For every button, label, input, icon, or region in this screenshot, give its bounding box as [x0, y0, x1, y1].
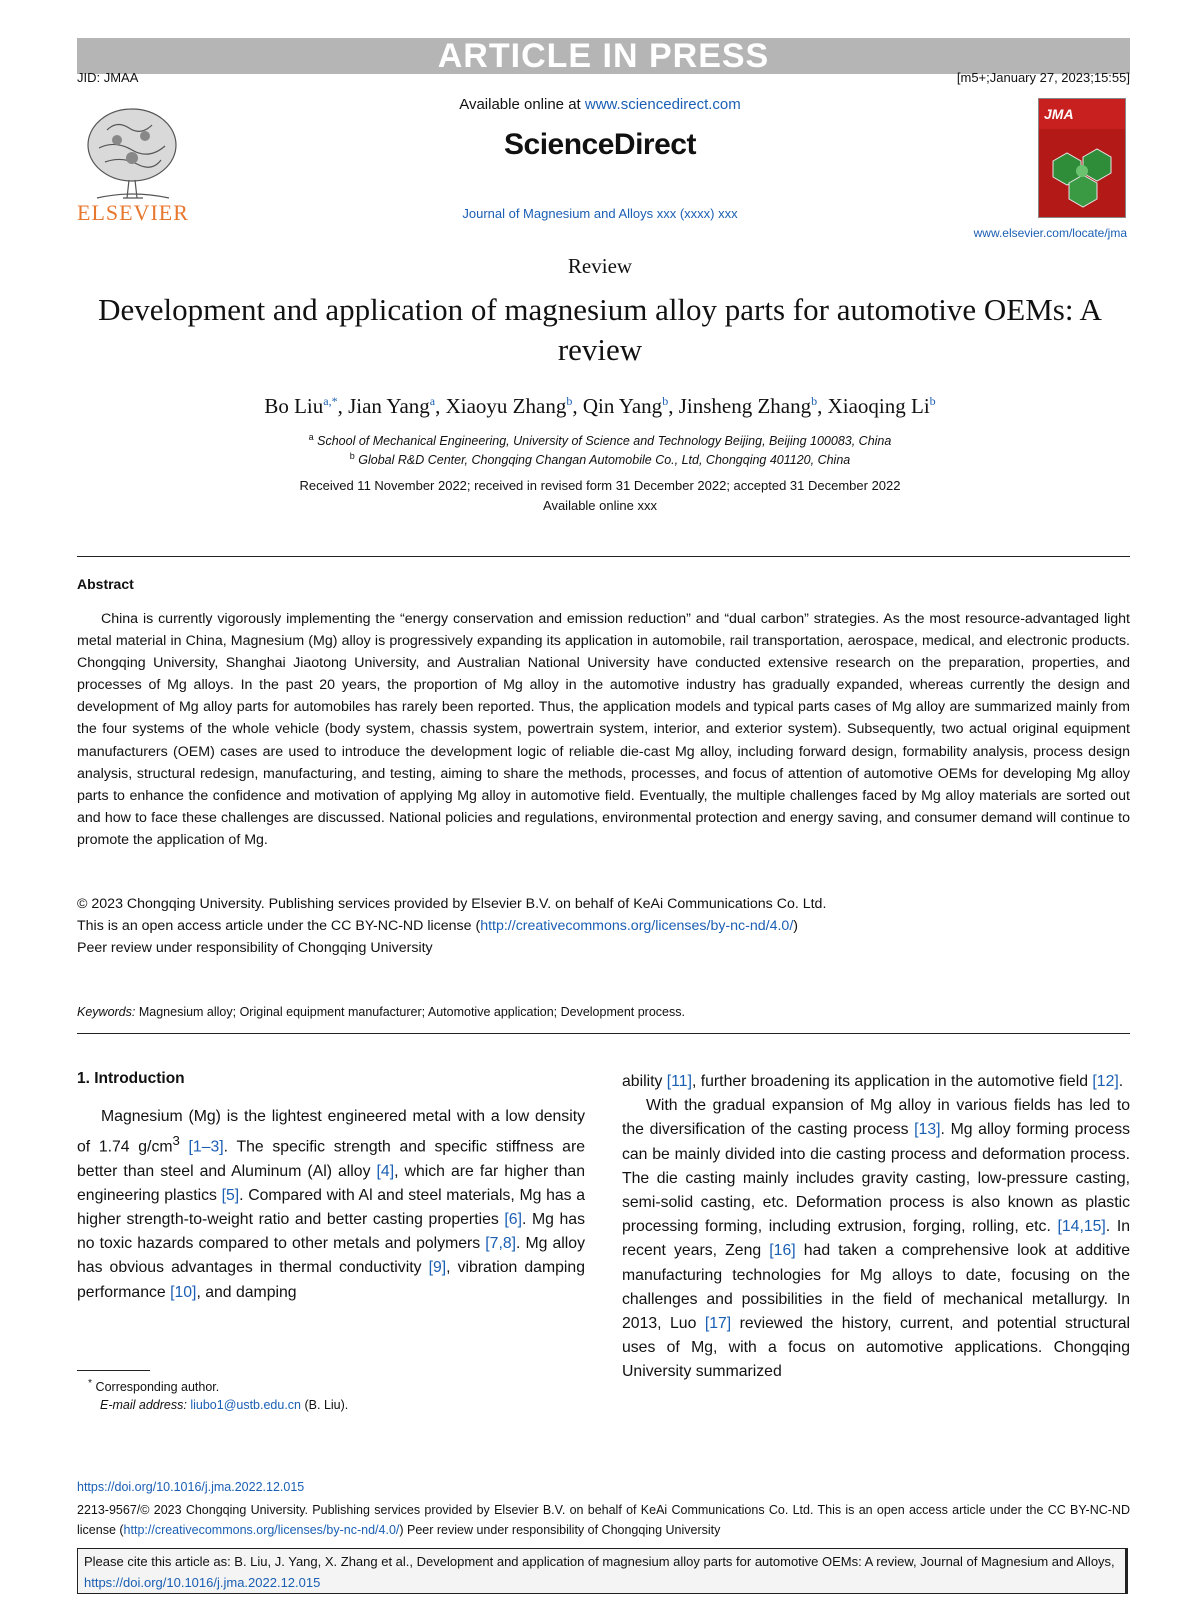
superscript: 3	[172, 1133, 180, 1149]
build-stamp: [m5+;January 27, 2023;15:55]	[956, 70, 1130, 85]
paragraph	[622, 1094, 1130, 1384]
author-affiliation-marker[interactable]: a	[429, 394, 436, 408]
article-history: Received 11 November 2022; received in revised form 31 December 2022; accepted 31 December 2022	[299, 478, 901, 493]
affiliation-text: Global R&D Center, Chongqing Changan Automobile Co., Ltd, Chongqing 401120, China	[358, 453, 851, 468]
paragraph	[622, 1070, 1130, 1094]
author-name: Jian Yang	[348, 394, 430, 418]
author-name: Xiaoyu Zhang	[445, 394, 567, 418]
abstract-heading: Abstract	[77, 576, 134, 592]
author-separator: ,	[817, 394, 828, 418]
citation-reference-link[interactable]: [9]	[428, 1259, 447, 1277]
text-run: . Mg alloy forming process can be mainly divided into die casting process and deformation process. The die casting mainly includes gravity casting, low-pressure casting, semi-solid casting, etc. Deformation process is also known as plastic processing forming, including extrusion, forging, rolling, etc.	[622, 1121, 1130, 1236]
author-affiliation-marker[interactable]: b	[566, 394, 573, 408]
author-list	[0, 394, 1200, 419]
text-run: , which are far higher than engineering plastics	[77, 1162, 585, 1204]
citation-box	[77, 1548, 1128, 1594]
license-prefix: This is an open access article under the CC BY-NC-ND license (	[77, 918, 481, 934]
issn-suffix: ) Peer review under responsibility of Chongqing University	[399, 1523, 721, 1537]
corresponding-author-note	[88, 1378, 219, 1394]
text-run: .	[1118, 1073, 1124, 1090]
abstract-text: China is currently vigorously implementing the “energy conservation and emission reduction” and “dual carbon” strategies. As the most resource-advantaged light metal material in China, Magnesium (Mg) alloy is progressively expanding its application in automobile, rail transportation, aerospace, medical, and electronic products. Chongqing University, Shanghai Jiaotong University, and Australian National University have conducted extensive research on the preparation, properties, and processes of Mg alloys. In the past 20 years, the proportion of Mg alloy in the automotive industry has gradually expanded, whereas currently the design and development of Mg alloy parts for automobiles has rarely been reported. Thus, the application models and typical parts cases of Mg alloy are summarized mainly from the four systems of the whole vehicle (body system, chassis system, powertrain system, interior, and exterior system). Subsequently, two actual original equipment manufacturers (OEM) cases are used to introduce the development logic of reliable die-cast Mg alloy, including forward design, formability analysis, process design analysis, structural redesign, manufacturing, and testing, aiming to share the methods, processes, and focus of attention of automotive OEMs for developing Mg alloy parts to enhance the confidence and motivation of applying Mg alloy in automotive field. Eventually, the multiple challenges faced by Mg alloy materials are sorted out and how to face these challenges are discussed. National policies and regulations, environmental protection and energy saving, and consumer demand will continue to promote the application of Mg.	[77, 611, 1130, 848]
email-suffix: (B. Liu).	[304, 1398, 349, 1412]
citation-reference-link[interactable]: [17]	[704, 1315, 732, 1333]
author-affiliation-marker[interactable]: b	[662, 394, 669, 408]
journal-citation-line[interactable]: Journal of Magnesium and Alloys xxx (xxxx) xxx	[462, 206, 738, 221]
affiliation-b	[0, 451, 1200, 467]
sciencedirect-link[interactable]: www.sciencedirect.com	[584, 96, 741, 113]
doi-link[interactable]: https://doi.org/10.1016/j.jma.2022.12.015	[77, 1480, 305, 1494]
text-run: reviewed the history, current, and potential structural uses of Mg, with a focus on automotive applications. Chongqing University summarized	[622, 1315, 1130, 1381]
author-name: Xiaoqing Li	[827, 394, 930, 418]
text-run: . In recent years, Zeng	[622, 1218, 1131, 1260]
keywords-text: Magnesium alloy; Original equipment manufacturer; Automotive application; Development process.	[138, 1005, 685, 1019]
citation-reference-link[interactable]: [11]	[666, 1073, 692, 1090]
author-email-link[interactable]: liubo1@ustb.edu.cn	[190, 1398, 302, 1412]
elsevier-logo-text: ELSEVIER	[77, 200, 189, 225]
text-run	[180, 1138, 189, 1155]
footnote-mark: *	[88, 1378, 93, 1389]
copyright-line: © 2023 Chongqing University. Publishing services provided by Elsevier B.V. on behalf of KeAi Communications Co. Ltd.	[77, 896, 827, 912]
author-affiliation-marker[interactable]: b	[811, 394, 818, 408]
footer-license-link[interactable]: http://creativecommons.org/licenses/by-nc-nd/4.0/	[123, 1523, 400, 1537]
license-suffix: )	[793, 918, 798, 934]
text-run: Magnesium (Mg) is the lightest engineered metal with a low density of 1.74 g/cm	[77, 1108, 585, 1156]
issn-prefix: 2213-9567/© 2023 Chongqing University. Publishing services provided by Elsevier B.V. on behalf of KeAi Communications Co. Ltd. This is an open access article under the CC BY-NC-ND license (	[77, 1503, 1130, 1537]
peer-review-line: Peer review under responsibility of Chongqing University	[77, 940, 433, 956]
affiliation-text: School of Mechanical Engineering, University of Science and Technology Beijing, Beijing 100083, China	[317, 434, 892, 449]
intro-right-column	[622, 1070, 1130, 1385]
journal-id: JID: JMAA	[77, 70, 139, 85]
issn-license-note	[77, 1500, 1130, 1540]
text-run: . Mg alloy has obvious advantages in thermal conductivity	[77, 1235, 585, 1277]
paragraph	[77, 1105, 585, 1305]
author-separator: ,	[668, 394, 679, 418]
corresponding-label: Corresponding author.	[95, 1380, 220, 1395]
intro-left-column	[77, 1105, 585, 1305]
author-name: Bo Liu	[264, 394, 324, 418]
author-separator: ,	[435, 394, 446, 418]
citation-reference-link[interactable]: [6]	[504, 1211, 522, 1229]
text-run: With the gradual expansion of Mg alloy in various fields has led to the diversification of the casting process	[622, 1097, 1130, 1139]
citation-reference-link[interactable]: [1–3]	[188, 1138, 224, 1156]
text-run: . Compared with Al and steel materials, Mg has a higher strength-to-weight ratio and better casting properties	[77, 1186, 585, 1229]
keywords	[77, 1005, 685, 1019]
section-heading-introduction: 1. Introduction	[77, 1070, 185, 1087]
text-run: had taken a comprehensive look at additive manufacturing technologies for Mg alloys to date, focusing on the challenges and possibilities in the field of mechanical metallurgy. In 2013, Luo	[622, 1242, 1130, 1333]
author-affiliation-marker[interactable]: b	[929, 394, 936, 408]
divider	[77, 556, 1130, 557]
footnote-rule	[77, 1370, 150, 1371]
affiliation-marker: a	[308, 432, 314, 442]
author-affiliation-marker[interactable]: a,*	[323, 394, 338, 408]
text-run: . Mg has no toxic hazards compared to other metals and polymers	[77, 1211, 585, 1253]
author-name: Qin Yang	[582, 394, 663, 418]
citation-reference-link[interactable]: [5]	[221, 1186, 240, 1204]
article-in-press-banner: ARTICLE IN PRESS	[77, 38, 1130, 74]
citation-reference-link[interactable]: [13]	[914, 1121, 941, 1139]
divider	[77, 1033, 1130, 1034]
email-note	[100, 1398, 348, 1412]
citation-text: Please cite this article as: B. Liu, J. Yang, X. Zhang et al., Development and application of magnesium alloy parts for automotive OEMs: A review, Journal of Magnesium and Alloys,	[84, 1554, 1115, 1569]
citation-doi-link[interactable]: https://doi.org/10.1016/j.jma.2022.12.015	[84, 1575, 321, 1590]
affiliation-a	[0, 432, 1200, 448]
citation-reference-link[interactable]: [12]	[1092, 1073, 1119, 1090]
citation-reference-link[interactable]: [14,15]	[1057, 1218, 1106, 1236]
citation-reference-link[interactable]: [10]	[170, 1283, 197, 1301]
journal-homepage-link[interactable]: www.elsevier.com/locate/jma	[973, 226, 1127, 240]
text-run: ability	[622, 1073, 667, 1090]
license-link[interactable]: http://creativecommons.org/licenses/by-nc-nd/4.0/	[480, 918, 794, 934]
text-run: , further broadening its application in the automotive field	[691, 1073, 1093, 1090]
email-label: E-mail address:	[100, 1398, 187, 1412]
author-separator: ,	[337, 394, 349, 418]
article-type: Review	[567, 254, 633, 278]
available-online-line	[0, 96, 1200, 113]
cover-journal-title: JMA	[1044, 106, 1074, 122]
license-line	[77, 918, 798, 934]
article-title: Development and application of magnesium alloy parts for automotive OEMs: A review	[98, 292, 1102, 367]
sciencedirect-wordmark: ScienceDirect	[504, 128, 696, 161]
citation-reference-link[interactable]: [16]	[769, 1242, 796, 1260]
author-separator: ,	[572, 394, 583, 418]
available-online: Available online xxx	[543, 498, 657, 513]
text-run: . The specific strength and specific stiffness are better than steel and Aluminum (Al) alloy	[77, 1138, 586, 1180]
text-run: , and damping	[196, 1283, 297, 1301]
text-run: , vibration damping performance	[77, 1259, 585, 1301]
keywords-label: Keywords:	[77, 1005, 136, 1019]
author-name: Jinsheng Zhang	[678, 394, 812, 418]
available-prefix: Available online at	[459, 96, 585, 113]
citation-reference-link[interactable]: [4]	[376, 1162, 395, 1180]
affiliation-marker: b	[349, 451, 355, 461]
citation-reference-link[interactable]: [7,8]	[485, 1235, 517, 1253]
